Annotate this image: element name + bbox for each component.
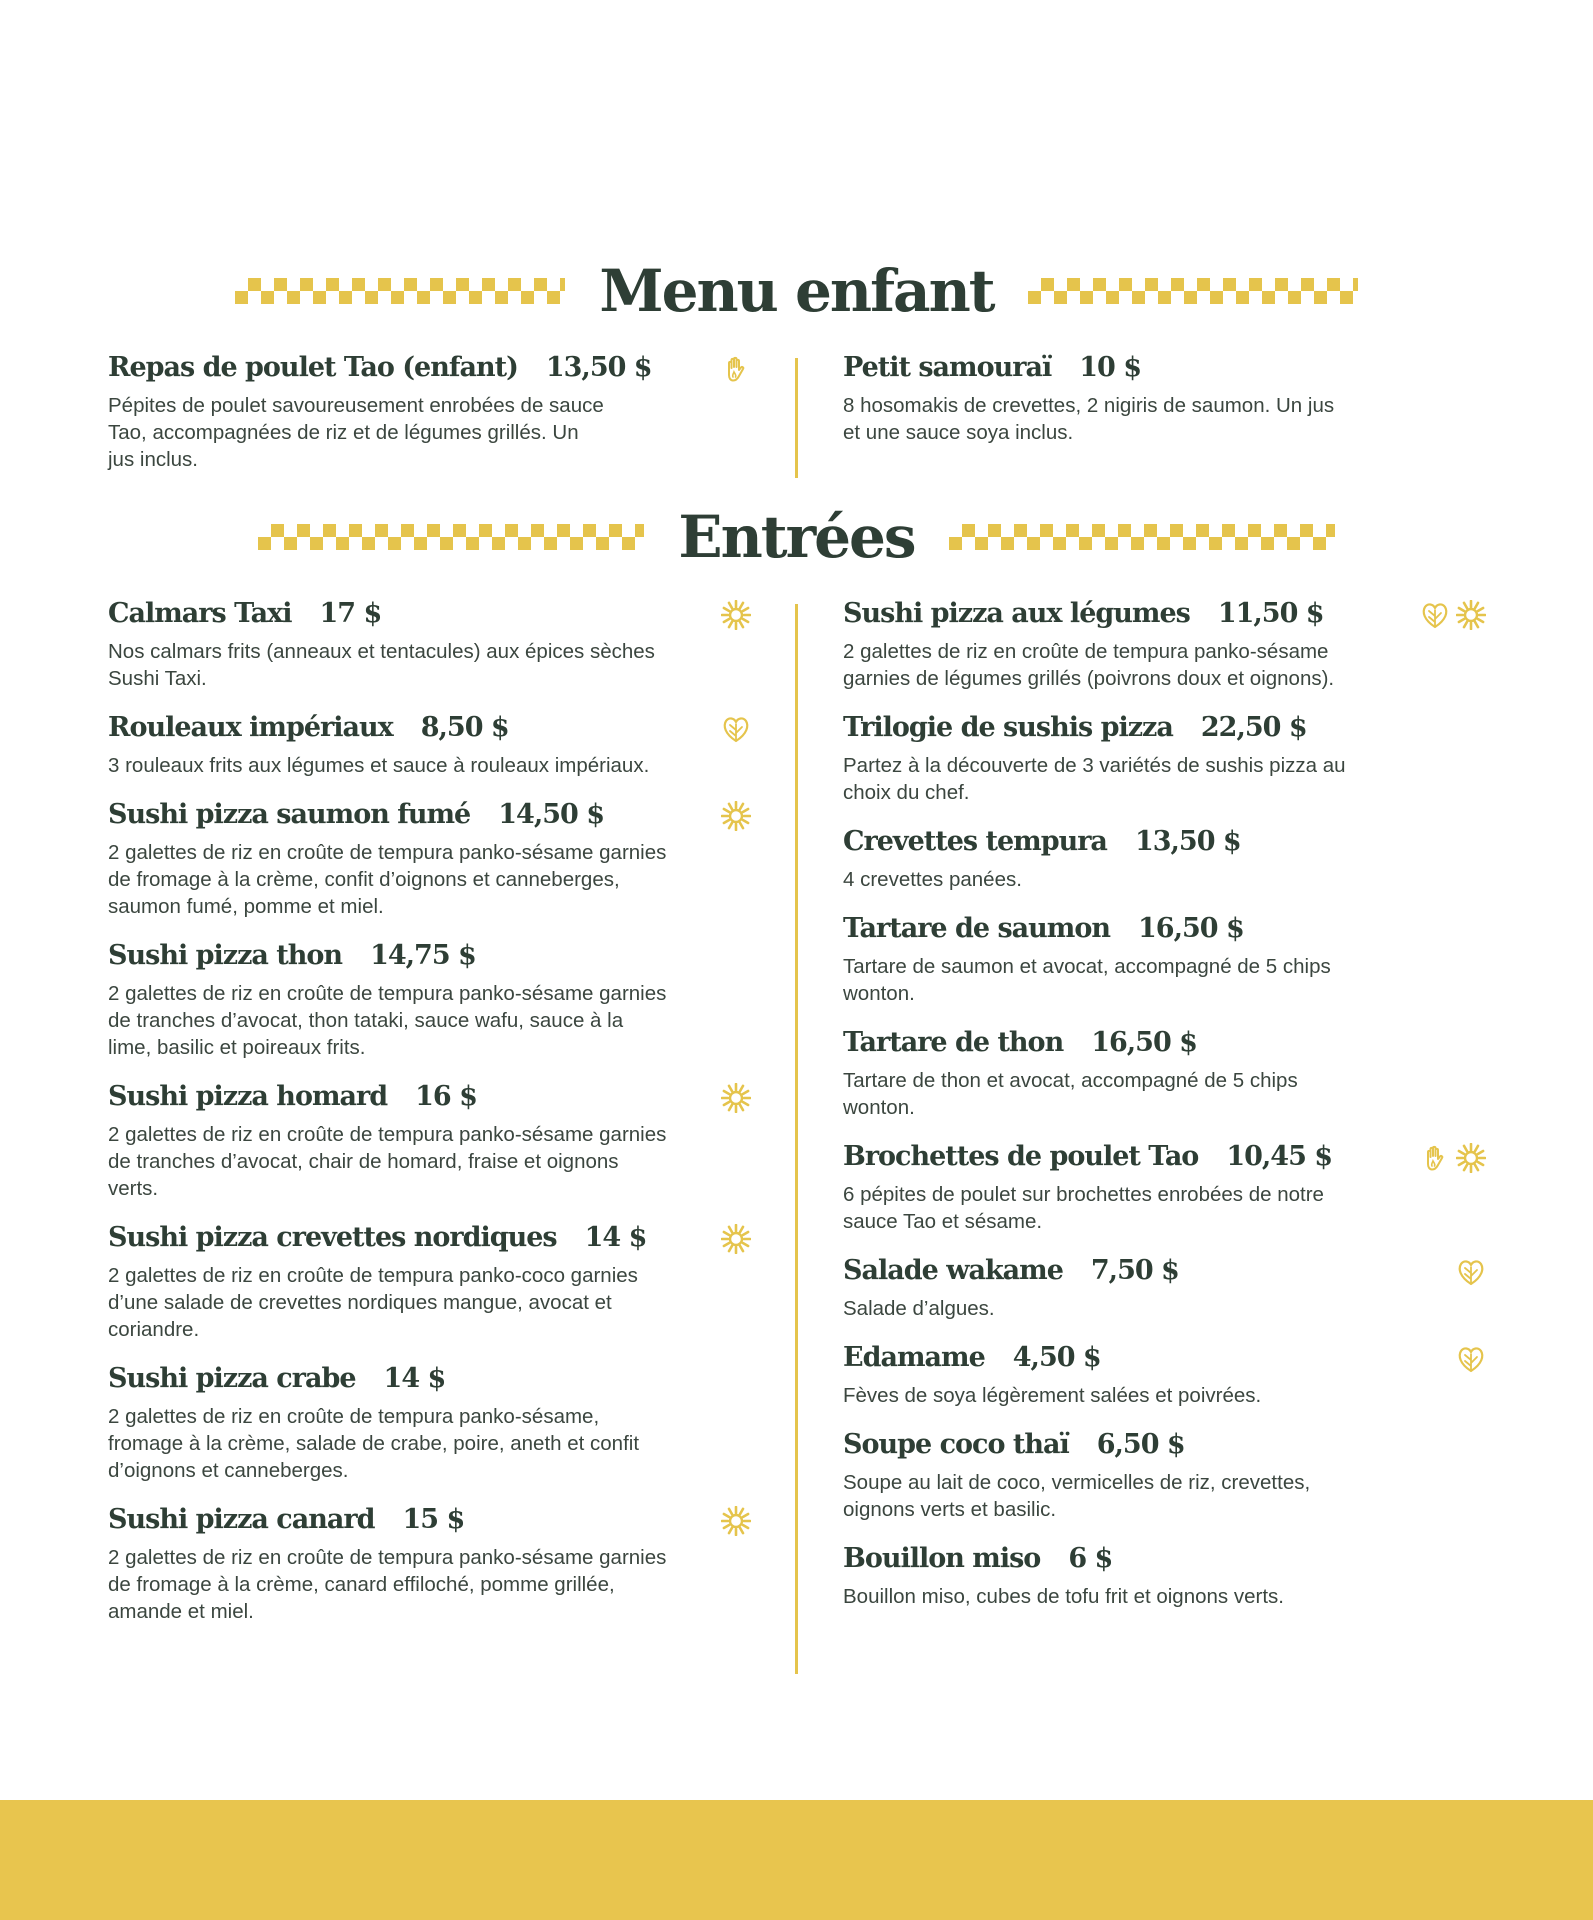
menu-item bbox=[108, 938, 748, 1061]
menu-item-header bbox=[843, 1253, 1483, 1289]
menu-item bbox=[108, 710, 748, 779]
menu-item bbox=[843, 1541, 1483, 1610]
menu-item-name: Tartare de saumon bbox=[843, 913, 1110, 944]
sun-icon bbox=[721, 600, 751, 630]
menu-item-icons bbox=[721, 801, 751, 831]
menu-item-header bbox=[843, 1541, 1483, 1577]
menu-item-description: Fèves de soya légèrement salées et poivrées. bbox=[843, 1384, 1262, 1407]
menu-item-header bbox=[108, 596, 748, 632]
menu-item-name: Sushi pizza homard bbox=[108, 1081, 388, 1112]
menu-item-price: 10 $ bbox=[1079, 352, 1142, 383]
menu-item bbox=[108, 350, 708, 473]
menu-item-description: 2 galettes de riz en croûte de tempura panko-sésame garnies de tranches d’avocat, thon tataki, sauce wafu, sauce à la lime, basilic et poireaux frits. bbox=[108, 982, 667, 1059]
sun-icon bbox=[721, 1083, 751, 1113]
menu-item-icons bbox=[721, 1224, 751, 1254]
menu-item-icons bbox=[721, 714, 751, 744]
menu-item bbox=[108, 596, 748, 692]
menu-item-name: Sushi pizza aux légumes bbox=[843, 598, 1190, 629]
menu-item-price: 14,75 $ bbox=[370, 940, 476, 971]
menu-item-header bbox=[843, 350, 1443, 386]
menu-item-header bbox=[108, 1361, 748, 1397]
menu-item-description: Salade d’algues. bbox=[843, 1297, 995, 1320]
menu-item-description: Tartare de thon et avocat, accompagné de 5 chips wonton. bbox=[843, 1069, 1298, 1119]
menu-item-price: 15 $ bbox=[402, 1504, 465, 1535]
menu-item-header bbox=[843, 596, 1483, 632]
vegetarian-leaf-icon bbox=[1456, 1344, 1486, 1374]
menu-item-icons bbox=[1456, 1257, 1486, 1287]
menu-item-icons bbox=[1420, 1143, 1486, 1173]
sun-icon bbox=[1456, 1143, 1486, 1173]
menu-item-price: 16,50 $ bbox=[1091, 1027, 1197, 1058]
menu-item-header bbox=[843, 710, 1483, 746]
menu-item-description: 4 crevettes panées. bbox=[843, 868, 1022, 891]
menu-item-name: Brochettes de poulet Tao bbox=[843, 1141, 1199, 1172]
section-title-entrees: Entrées bbox=[678, 503, 915, 571]
menu-item-description: 8 hosomakis de crevettes, 2 nigiris de saumon. Un jus et une sauce soya inclus. bbox=[843, 394, 1335, 444]
menu-item bbox=[843, 596, 1483, 692]
menu-item-description: 2 galettes de riz en croûte de tempura panko-sésame garnies de tranches d’avocat, chair de homard, fraise et oignons verts. bbox=[108, 1123, 667, 1200]
vegetarian-leaf-icon bbox=[1420, 600, 1450, 630]
menu-item-description: Tartare de saumon et avocat, accompagné de 5 chips wonton. bbox=[843, 955, 1331, 1005]
sun-icon bbox=[1456, 600, 1486, 630]
menu-item-name: Tartare de thon bbox=[843, 1027, 1064, 1058]
menu-item-price: 11,50 $ bbox=[1217, 598, 1324, 629]
menu-item-icons bbox=[1456, 1344, 1486, 1374]
menu-item-name: Rouleaux impériaux bbox=[108, 712, 393, 743]
menu-item-name: Sushi pizza saumon fumé bbox=[108, 799, 471, 830]
menu-item-description: 2 galettes de riz en croûte de tempura panko-sésame garnies de fromage à la crème, confit d’oignons et canneberges, saumon fumé, pomme et miel. bbox=[108, 841, 667, 918]
starters-left-column bbox=[108, 596, 748, 1643]
column-divider bbox=[795, 604, 798, 1674]
menu-item bbox=[843, 350, 1443, 446]
menu-item bbox=[843, 1427, 1483, 1523]
vegetarian-leaf-icon bbox=[1456, 1257, 1486, 1287]
menu-item-price: 7,50 $ bbox=[1090, 1255, 1179, 1286]
vegetarian-leaf-icon bbox=[721, 714, 751, 744]
menu-item bbox=[843, 824, 1483, 893]
menu-item-price: 22,50 $ bbox=[1200, 712, 1307, 743]
menu-item bbox=[843, 710, 1483, 806]
menu-item-description: 2 galettes de riz en croûte de tempura panko-sésame garnies de légumes grillés (poivrons doux et oignons). bbox=[843, 640, 1335, 690]
checker-pattern-left bbox=[258, 524, 644, 550]
menu-item-price: 16 $ bbox=[415, 1081, 477, 1112]
menu-item-price: 4,50 $ bbox=[1012, 1342, 1101, 1373]
menu-item-icons bbox=[721, 1083, 751, 1113]
menu-item bbox=[108, 1361, 748, 1484]
menu-item bbox=[108, 1079, 748, 1202]
menu-item-header bbox=[108, 1220, 748, 1256]
menu-item-name: Edamame bbox=[843, 1342, 985, 1373]
menu-item-icons bbox=[721, 354, 751, 384]
starters-right-column bbox=[843, 596, 1483, 1628]
menu-item-price: 14,50 $ bbox=[498, 799, 604, 830]
menu-item-price: 17 $ bbox=[319, 598, 382, 629]
menu-item-description: Soupe au lait de coco, vermicelles de riz, crevettes, oignons verts et basilic. bbox=[843, 1471, 1311, 1521]
menu-item-description: 3 rouleaux frits aux légumes et sauce à rouleaux impériaux. bbox=[108, 754, 650, 777]
menu-item-description: 6 pépites de poulet sur brochettes enrobées de notre sauce Tao et sésame. bbox=[843, 1183, 1324, 1233]
sun-icon bbox=[721, 801, 751, 831]
menu-item-price: 16,50 $ bbox=[1138, 913, 1244, 944]
menu-item-name: Crevettes tempura bbox=[843, 826, 1107, 857]
spicy-hand-icon bbox=[1420, 1143, 1450, 1173]
menu-item-icons bbox=[721, 600, 751, 630]
menu-item-name: Trilogie de sushis pizza bbox=[843, 712, 1173, 743]
menu-item-price: 8,50 $ bbox=[420, 712, 509, 743]
menu-item-icons bbox=[1420, 600, 1486, 630]
menu-item-description: Nos calmars frits (anneaux et tentacules) aux épices sèches Sushi Taxi. bbox=[108, 640, 655, 690]
menu-item bbox=[843, 1340, 1483, 1409]
menu-item-header bbox=[108, 797, 748, 833]
menu-item-price: 13,50 $ bbox=[1134, 826, 1241, 857]
menu-item bbox=[108, 1502, 748, 1625]
menu-item-header bbox=[108, 938, 748, 974]
menu-item-price: 14 $ bbox=[383, 1363, 446, 1394]
menu-item-header bbox=[108, 1079, 748, 1115]
menu-item bbox=[108, 797, 748, 920]
menu-item-header bbox=[843, 824, 1483, 860]
menu-enfant-heading bbox=[0, 257, 1593, 325]
menu-item-price: 14 $ bbox=[584, 1222, 647, 1253]
menu-item-description: Bouillon miso, cubes de tofu frit et oignons verts. bbox=[843, 1585, 1284, 1608]
checker-pattern-right bbox=[949, 524, 1335, 550]
menu-item-header bbox=[843, 1025, 1483, 1061]
menu-item-header bbox=[843, 1139, 1483, 1175]
menu-item-name: Calmars Taxi bbox=[108, 598, 292, 629]
footer-band bbox=[0, 1800, 1593, 1920]
menu-item-description: 2 galettes de riz en croûte de tempura panko-coco garnies d’une salade de crevettes nordiques mangue, avocat et coriandre. bbox=[108, 1264, 638, 1341]
menu-item-name: Sushi pizza crabe bbox=[108, 1363, 356, 1394]
menu-item-name: Sushi pizza thon bbox=[108, 940, 343, 971]
menu-item-description: Pépites de poulet savoureusement enrobées de sauce Tao, accompagnées de riz et de légumes grillés. Un jus inclus. bbox=[108, 394, 604, 471]
menu-item-price: 13,50 $ bbox=[545, 352, 652, 383]
menu-item-name: Repas de poulet Tao (enfant) bbox=[108, 352, 518, 383]
section-title-menu-enfant: Menu enfant bbox=[599, 257, 994, 325]
kids-right-column bbox=[843, 350, 1443, 464]
menu-item-header bbox=[108, 710, 748, 746]
menu-item-description: Partez à la découverte de 3 variétés de sushis pizza au choix du chef. bbox=[843, 754, 1346, 804]
menu-item-name: Sushi pizza canard bbox=[108, 1504, 375, 1535]
menu-item-price: 6,50 $ bbox=[1096, 1429, 1185, 1460]
menu-item-name: Petit samouraï bbox=[843, 352, 1052, 383]
sun-icon bbox=[721, 1506, 751, 1536]
menu-item bbox=[843, 911, 1483, 1007]
checker-pattern-right bbox=[1028, 278, 1358, 304]
menu-item-icons bbox=[721, 1506, 751, 1536]
menu-item bbox=[843, 1025, 1483, 1121]
menu-item bbox=[843, 1139, 1483, 1235]
menu-item-header bbox=[843, 1340, 1483, 1376]
menu-item-name: Sushi pizza crevettes nordiques bbox=[108, 1222, 557, 1253]
menu-item bbox=[108, 1220, 748, 1343]
menu-item-description: 2 galettes de riz en croûte de tempura panko-sésame garnies de fromage à la crème, canard effiloché, pomme grillée, amande et miel. bbox=[108, 1546, 667, 1623]
menu-item bbox=[843, 1253, 1483, 1322]
menu-item-header bbox=[843, 1427, 1483, 1463]
menu-item-price: 6 $ bbox=[1068, 1543, 1113, 1574]
menu-item-name: Soupe coco thaï bbox=[843, 1429, 1069, 1460]
menu-item-header bbox=[843, 911, 1483, 947]
menu-item-header bbox=[108, 1502, 748, 1538]
kids-left-column bbox=[108, 350, 708, 491]
menu-item-header bbox=[108, 350, 708, 386]
spicy-hand-icon bbox=[721, 354, 751, 384]
checker-pattern-left bbox=[235, 278, 565, 304]
entrees-heading bbox=[0, 503, 1593, 571]
menu-item-description: 2 galettes de riz en croûte de tempura panko-sésame, fromage à la crème, salade de crabe, poire, aneth et confit d’oignons et canneberges. bbox=[108, 1405, 640, 1482]
sun-icon bbox=[721, 1224, 751, 1254]
menu-item-name: Bouillon miso bbox=[843, 1543, 1041, 1574]
column-divider bbox=[795, 358, 798, 478]
menu-item-price: 10,45 $ bbox=[1226, 1141, 1333, 1172]
menu-item-name: Salade wakame bbox=[843, 1255, 1063, 1286]
